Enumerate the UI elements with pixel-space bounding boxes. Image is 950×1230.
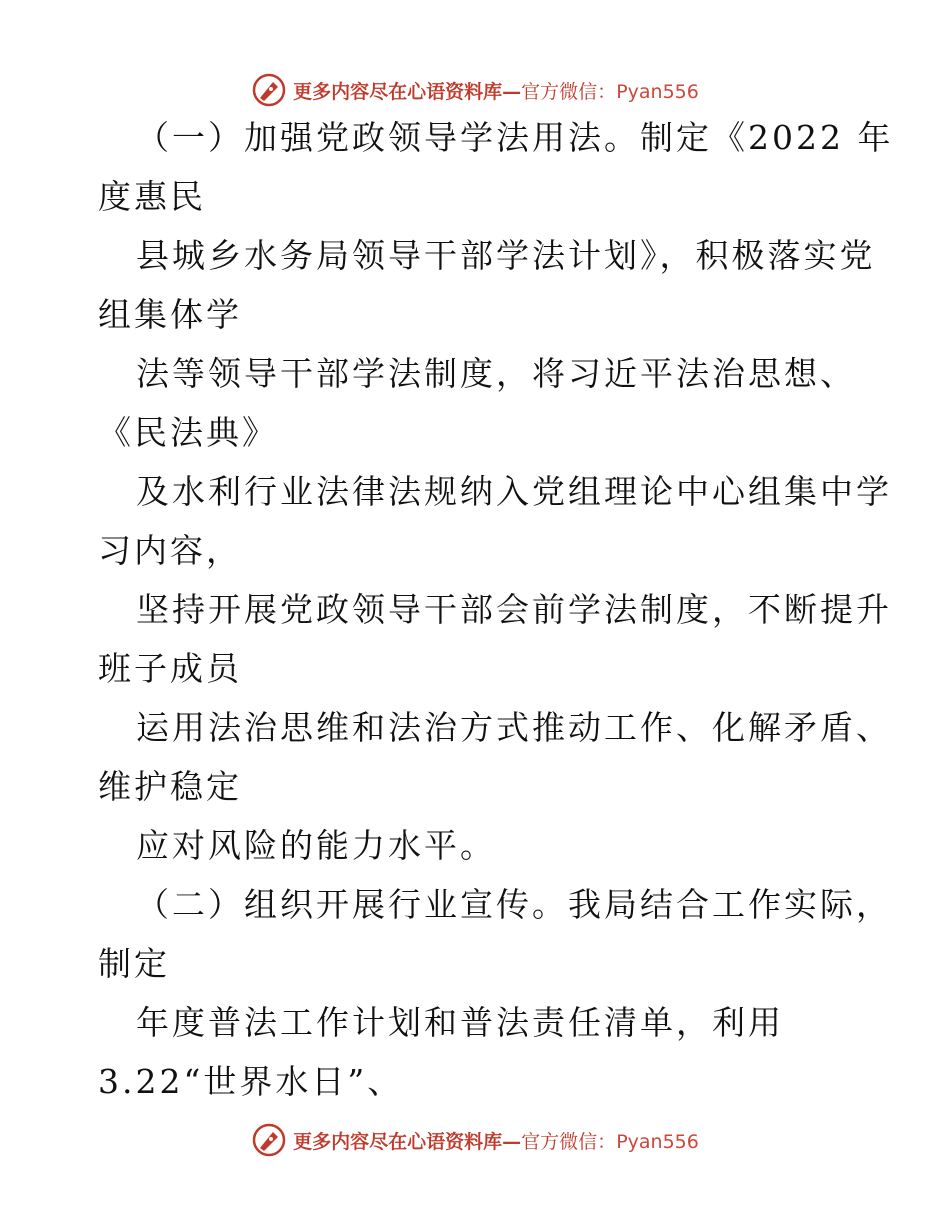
paragraph-line: 维护稳定 [98,767,242,806]
paragraph-line: 组集体学 [98,295,242,334]
pen-nib-logo-icon [251,1122,287,1158]
watermark-wechat-label: 官方微信： [521,1130,617,1153]
pen-nib-logo-icon [251,72,287,108]
paragraph-line: 制定 [98,944,170,983]
paragraph-line: 坚持开展党政领导干部会前学法制度，不断提升 [136,590,892,629]
paragraph-line: 年度普法工作计划和普法责任清单，利用 [136,1003,784,1042]
paragraph-line: 及水利行业法律法规纳入党组理论中心组集中学 [136,472,892,511]
paragraph-line: 《民法典》 [98,413,278,452]
watermark-wechat-id: Pyan556 [616,1130,699,1153]
paragraph-line: （二）组织开展行业宣传。我局结合工作实际， [136,885,892,924]
paragraph-line: 应对风险的能力水平。 [136,826,496,865]
paragraph-line: 班子成员 [98,649,242,688]
paragraph-line: 习内容， [98,531,242,570]
watermark-site-text: 更多内容尽在心语资料库— [293,80,522,103]
paragraph-line: 县城乡水务局领导干部学法计划》，积极落实党 [136,236,876,275]
watermark-text [293,77,699,104]
watermark-site-text: 更多内容尽在心语资料库— [293,1130,522,1153]
footer-watermark [0,1120,950,1160]
paragraph-line: 运用法治思维和法治方式推动工作、化解矛盾、 [136,708,892,747]
paragraph-line: 3.22“世界水日”、 [98,1062,404,1101]
paragraph-line: 法等领导干部学法制度，将习近平法治思想、 [136,354,856,393]
watermark-wechat-id: Pyan556 [616,80,699,103]
watermark-wechat-label: 官方微信： [521,80,617,103]
header-watermark [0,70,950,110]
paragraph-line: （一）加强党政领导学法用法。制定《2022 年 [136,118,894,157]
watermark-text [293,1127,699,1154]
paragraph-line: 度惠民 [98,177,206,216]
